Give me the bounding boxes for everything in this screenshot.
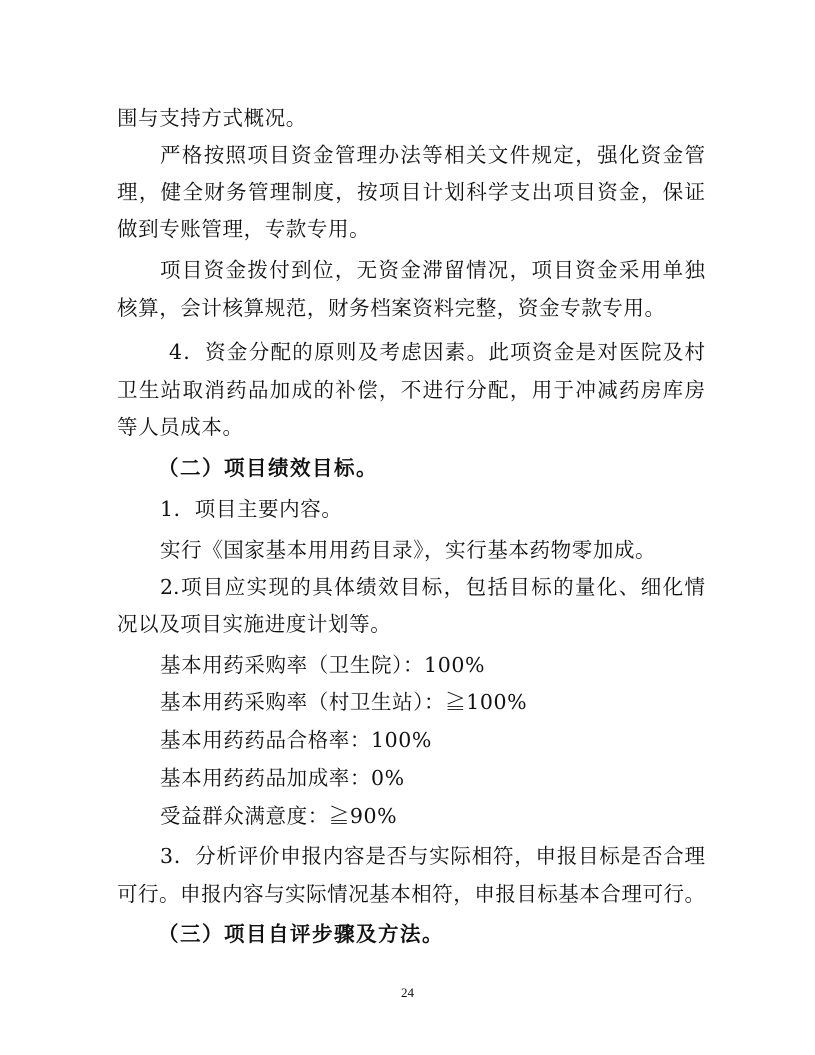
paragraph-line: 1．项目主要内容。 <box>160 497 343 521</box>
target-item: 基本用药采购率（村卫生站）：≧100% <box>160 690 528 714</box>
paragraph-line: 理，健全财务管理制度，按项目计划科学支出项目资金，保证 <box>117 180 705 204</box>
target-item: 基本用药采购率（卫生院）：100% <box>160 653 486 677</box>
page-number: 24 <box>401 985 414 1000</box>
paragraph-line: 况以及项目实施进度计划等。 <box>117 612 392 636</box>
paragraph-line: 严格按照项目资金管理办法等相关文件规定，强化资金管 <box>160 143 705 167</box>
paragraph-line: 3．分析评价申报内容是否与实际相符，申报目标是否合理 <box>160 844 705 868</box>
target-item: 基本用药药品合格率：100% <box>160 728 433 752</box>
paragraph-line: 实行《国家基本用用药目录》，实行基本药物零加成。 <box>160 538 657 562</box>
section-heading: （三）项目自评步骤及方法。 <box>158 922 444 946</box>
paragraph-line: 核算，会计核算规范，财务档案资料完整，资金专款专用。 <box>117 296 666 320</box>
target-item: 基本用药药品加成率：0% <box>160 766 405 790</box>
paragraph-line: 2.项目应实现的具体绩效目标，包括目标的量化、细化情 <box>160 575 705 599</box>
paragraph-line: 可行。申报内容与实际情况基本相符，申报目标基本合理可行。 <box>117 882 705 906</box>
paragraph-line: 卫生站取消药品加成的补偿，不进行分配，用于冲减药房库房 <box>117 378 705 402</box>
target-item: 受益群众满意度：≧90% <box>160 804 398 828</box>
paragraph-line: 等人员成本。 <box>117 415 244 439</box>
paragraph-line: 项目资金拨付到位，无资金滞留情况，项目资金采用单独 <box>160 258 705 282</box>
section-heading: （二）项目绩效目标。 <box>158 456 378 480</box>
paragraph-line: 做到专账管理，专款专用。 <box>117 217 371 241</box>
paragraph-line: 4．资金分配的原则及考虑因素。此项资金是对医院及村 <box>169 340 705 364</box>
paragraph-line: 围与支持方式概况。 <box>117 106 307 130</box>
